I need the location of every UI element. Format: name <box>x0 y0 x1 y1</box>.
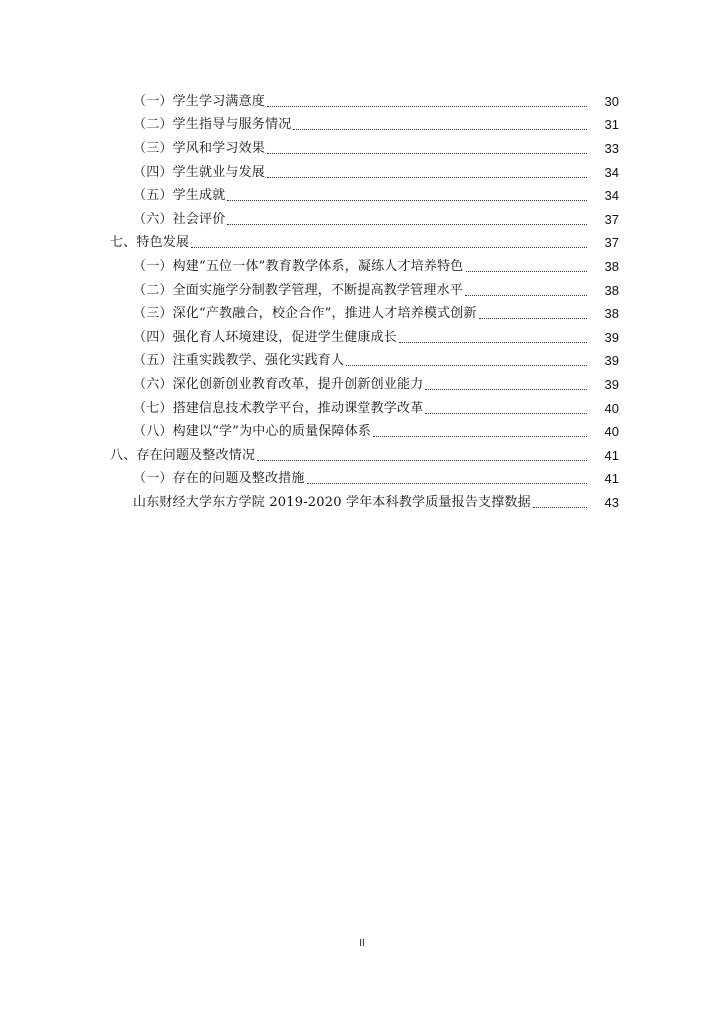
toc-entry-10[interactable] <box>0 302 724 326</box>
toc-entry-5[interactable] <box>0 184 724 208</box>
toc-entry-title: （一）构建“五位一体”教育教学体系，凝练人才培养特色 <box>133 258 464 274</box>
toc-entry-page: 31 <box>604 117 619 133</box>
toc-entry-page: 41 <box>604 471 619 487</box>
dot-leader <box>267 105 587 107</box>
toc-entry-11[interactable] <box>0 326 724 350</box>
toc-entry-title: （四）学生就业与发展 <box>133 164 266 180</box>
toc-entry-17[interactable] <box>0 468 724 492</box>
toc-entry-9[interactable] <box>0 279 724 303</box>
toc-entry-page: 33 <box>604 140 619 156</box>
dot-leader <box>267 152 587 154</box>
toc-entry-title: 七、特色发展 <box>110 235 190 251</box>
toc-entry-6[interactable] <box>0 208 724 232</box>
toc-entry-page: 40 <box>604 400 619 416</box>
toc-entry-page: 40 <box>604 424 619 440</box>
toc-entry-title: （五）学生成就 <box>133 188 226 204</box>
toc-entry-page: 39 <box>604 329 619 345</box>
toc-entry-18[interactable] <box>0 491 724 515</box>
dot-leader <box>425 388 587 390</box>
dot-leader <box>227 199 587 201</box>
toc-entry-title: （二）学生指导与服务情况 <box>133 117 292 133</box>
toc-entry-title: （一）学生学习满意度 <box>133 93 266 109</box>
toc-entry-title: （三）学风和学习效果 <box>133 140 266 156</box>
toc-entry-4[interactable] <box>0 161 724 185</box>
toc-entry-page: 30 <box>604 93 619 109</box>
toc-entry-13[interactable] <box>0 373 724 397</box>
dot-leader <box>191 246 587 248</box>
dot-leader <box>466 270 588 272</box>
toc-entry-1[interactable] <box>0 90 724 114</box>
toc-entry-page: 34 <box>604 164 619 180</box>
dot-leader <box>465 294 587 296</box>
toc-entry-title: （六）深化创新创业教育改革，提升创新创业能力 <box>133 376 424 392</box>
toc-entry-title: 八、存在问题及整改情况 <box>110 447 256 463</box>
toc-entry-title: 山东财经大学东方学院 2019-2020 学年本科教学质量报告支撑数据 <box>133 494 531 510</box>
dot-leader <box>399 341 587 343</box>
toc-entry-7[interactable] <box>0 232 724 256</box>
toc-entry-title: （七）搭建信息技术教学平台，推动课堂教学改革 <box>133 400 424 416</box>
toc-entry-page: 38 <box>604 306 619 322</box>
dot-leader <box>293 128 587 130</box>
toc-entry-page: 39 <box>604 353 619 369</box>
dot-leader <box>267 176 587 178</box>
page-number: II <box>359 938 365 949</box>
dot-leader <box>257 459 587 461</box>
toc-entry-page: 39 <box>604 376 619 392</box>
toc-entry-title: （八）构建以“学”为中心的质量保障体系 <box>133 424 372 440</box>
toc-entry-2[interactable] <box>0 114 724 138</box>
dot-leader <box>425 412 587 414</box>
toc-entry-page: 38 <box>604 258 619 274</box>
toc-entry-page: 37 <box>604 211 619 227</box>
toc-entry-title: （六）社会评价 <box>133 211 226 227</box>
toc-entry-title: （三）深化“产教融合，校企合作”，推进人才培养模式创新 <box>133 306 477 322</box>
dot-leader <box>479 317 587 319</box>
dot-leader <box>346 364 587 366</box>
dot-leader <box>533 506 587 508</box>
toc-entry-page: 37 <box>604 235 619 251</box>
toc-entry-title: （二）全面实施学分制教学管理，不断提高教学管理水平 <box>133 282 464 298</box>
toc-entry-title: （四）强化育人环境建设，促进学生健康成长 <box>133 329 398 345</box>
toc-entry-16[interactable] <box>0 444 724 468</box>
toc-entry-title: （一）存在的问题及整改措施 <box>133 471 305 487</box>
toc-entry-page: 34 <box>604 188 619 204</box>
toc-entry-page: 43 <box>604 494 619 510</box>
toc-entry-page: 38 <box>604 282 619 298</box>
dot-leader <box>373 435 587 437</box>
toc-entry-title: （五）注重实践教学、强化实践育人 <box>133 353 345 369</box>
toc-entry-page: 41 <box>604 447 619 463</box>
toc-entry-3[interactable] <box>0 137 724 161</box>
table-of-contents <box>0 90 724 515</box>
toc-entry-12[interactable] <box>0 350 724 374</box>
dot-leader <box>227 223 587 225</box>
toc-entry-14[interactable] <box>0 397 724 421</box>
dot-leader <box>307 482 587 484</box>
toc-entry-15[interactable] <box>0 420 724 444</box>
toc-entry-8[interactable] <box>0 255 724 279</box>
